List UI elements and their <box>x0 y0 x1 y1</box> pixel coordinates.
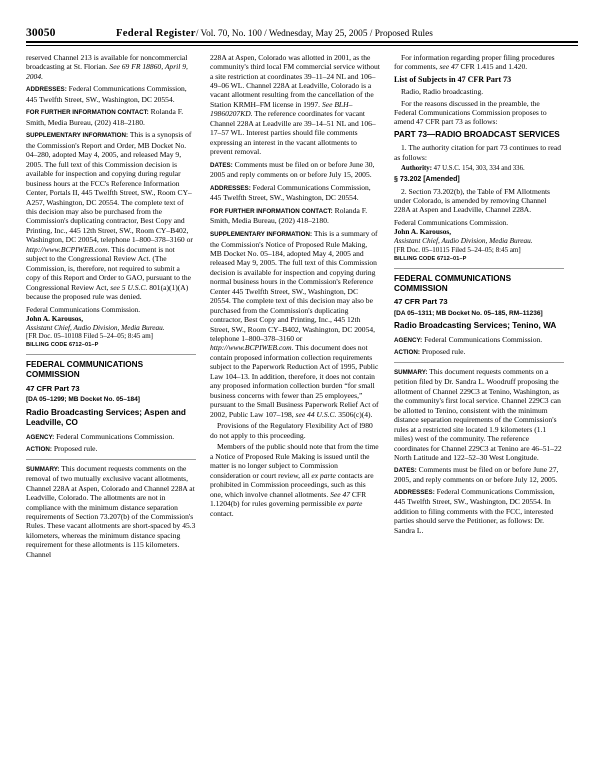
dates-text: Comments must be filed on or before June 30, 2005 and reply comments on or before July 15, 2005. <box>210 159 375 180</box>
summary-block <box>26 464 196 560</box>
agency-text: Federal Communications Commission. <box>56 431 175 441</box>
cfr-part-heading: 47 CFR Part 73 <box>26 383 80 393</box>
contact-label: FOR FURTHER INFORMATION CONTACT: <box>210 207 333 215</box>
dates-block <box>210 160 380 180</box>
fr-doc-line: [FR Doc. 05–10108 Filed 5–24–05; 8:45 am] <box>26 332 153 341</box>
billing-code: BILLING CODE 6712–01–P <box>26 342 99 349</box>
addresses-text: Federal Communications Commission, 445 Twelfth Street, SW., Washington, DC 20554. <box>26 84 187 104</box>
rule-subject-heading: Radio Broadcasting Services; Aspen and Leadville, CO <box>26 408 186 428</box>
contact-block <box>26 107 196 127</box>
dates-text: Comments must be filed on or before June 27, 2005, and reply comments on or before July 12, 2005. <box>394 464 559 485</box>
agency-block <box>26 432 196 442</box>
agency-block <box>394 335 564 345</box>
contact-text: Rolanda F. Smith, Media Bureau, (202) 418–2180. <box>26 107 184 127</box>
authority-text: 47 U.S.C. 154, 303, 334 and 336. <box>433 164 525 172</box>
agency-heading: FEDERAL COMMUNICATIONS COMMISSION <box>394 273 512 293</box>
filing-procedures-paragraph: For information regarding proper filing procedures for comments, see 47 CFR 1.415 and 1.420. <box>394 52 555 72</box>
supplementary-information-block <box>26 130 196 301</box>
dates-label: DATES: <box>394 466 417 474</box>
addresses-label: ADDRESSES: <box>210 184 251 192</box>
running-head <box>26 26 578 40</box>
action-block <box>26 444 196 454</box>
docket-number: [DA 05–1311; MB Docket No. 05–185, RM–11236] <box>394 309 543 317</box>
summary-text: This document requests comments on a petition filed by Dr. Sandra L. Woodruff proposing the allotment of Channel 229C3 at Tenino, Washington, as the community's first local service. Channel 229C3 can be allotted to Tenino, consistent with the minimum distance separation requirements of the Commission's rules at a restricted site located 1.9 kilometers (1.1 miles) west of the community. The reference coordinates for Channel 229C3 at Tenino are 46–51–22 North Latitude and 122–52–30 West Longitude. <box>394 366 562 463</box>
ex-parte-paragraph: Members of the public should note that from the time a Notice of Proposed Rule Making is issued until the matter is no longer subject to Commission consideration or court review, all ex parte contacts are prohibited in Commission proceedings, such as this one, which involve channel allotments. See 47 CFR 1.1204(b) for rules governing permissible ex parte contact. <box>210 442 379 518</box>
authority-citation-paragraph: 1. The authority citation for part 73 continues to read as follows: <box>394 143 561 162</box>
three-column-body <box>26 53 578 765</box>
action-label: ACTION: <box>394 349 420 357</box>
summary-label: SUMMARY: <box>394 368 428 376</box>
section-amended-heading: § 73.202 [Amended] <box>394 176 460 184</box>
fr-doc-line: [FR Doc. 05–10115 Filed 5–24–05; 8:45 am] <box>394 245 521 254</box>
contact-label: FOR FURTHER INFORMATION CONTACT: <box>26 109 149 117</box>
amendment-paragraph: 2. Section 73.202(b), the Table of FM Allotments under Colorado, is amended by removing Channel 228A at Aspen and Leadville, Channel 228A. <box>394 186 550 215</box>
billing-code: BILLING CODE 6712–01–P <box>394 255 467 262</box>
rule-subject-heading: Radio Broadcasting Services; Tenino, WA <box>394 321 557 331</box>
citation-detail: / Vol. 70, No. 100 / Wednesday, May 25, 2005 / Proposed Rules <box>195 29 433 39</box>
column-3 <box>394 53 564 765</box>
signature-agency: Federal Communications Commission. <box>394 218 509 228</box>
signature-agency: Federal Communications Commission. <box>26 304 141 314</box>
addresses-label: ADDRESSES: <box>26 86 67 94</box>
addresses-block <box>394 487 564 535</box>
action-label: ACTION: <box>26 446 52 454</box>
cfr-part-heading: 47 CFR Part 73 <box>394 297 448 307</box>
regulatory-flexibility-paragraph: Provisions of the Regulatory Flexibility Act of l980 do not apply to this proceeding. <box>210 421 373 440</box>
agency-label: AGENCY: <box>26 433 55 441</box>
authority-label: Authority: <box>401 164 432 172</box>
continued-paragraph-text: 228A at Aspen, Colorado was allotted in 2001, as the community's third local FM commercial service without a site restriction at coordinates 39–11–24 NL and 106–49–06 WL. Channel 228A at Leadville, Colorado is a vacant allotment resulting from the cancellation of the Station KRMH–FM license in 1997. See BLH–19860207KD. The reference coordinates for vacant Channel 228A at Leadville are 39–14–51 NL and 106–17–57 WL. Interest parties should file comments expressing an interest in the vacant allotments to prevent removal. <box>210 52 380 157</box>
part-heading: PART 73—RADIO BROADCAST SERVICES <box>394 130 560 140</box>
header-rule <box>26 41 578 46</box>
supplementary-information-label: SUPPLEMENTARY INFORMATION: <box>26 132 129 140</box>
column-1 <box>26 53 196 765</box>
continued-paragraph-text: reserved Channel 213 is available for noncommercial broadcasting at St. Florian. See 69 FR 18860, April 9, 2004. <box>26 52 188 81</box>
column-gutter-1 <box>196 53 210 765</box>
dates-block <box>394 465 564 485</box>
summary-block <box>394 367 564 463</box>
section-divider <box>394 268 564 269</box>
continued-paragraph <box>26 53 196 81</box>
column-gutter-2 <box>380 53 394 765</box>
docket-number: [DA 05–1299; MB Docket No. 05–184] <box>26 396 140 404</box>
running-head-citation <box>116 28 433 39</box>
list-of-subjects-heading: List of Subjects in 47 CFR Part 73 <box>394 74 512 84</box>
list-of-subjects-items: Radio, Radio broadcasting. <box>401 86 484 96</box>
summary-label: SUMMARY: <box>26 465 60 473</box>
supplementary-information-text: This is a synopsis of the Commission's Report and Order, MB Docket No. 04–280, adopted May 4, 2005, and released May 9, 2005. The full text of this Commission decision is available for inspection and copying during regular business hours at the FCC's Reference Information Center, Portals II, 445 Twelfth Street, SW., Room CY–A257, Washington, DC 20554. The complete text of this decision may also be purchased from the Commission's duplicating contractor, Best Copy and Printing, Inc., 445 12th Street, SW., Room CY–B402, Washington, DC 20054, telephone 1–800–378–3160 or http://www.BCPIWEB.com. This document is not subject to the Congressional Review Act. (The Commission, is, therefore, not required to submit a copy of this Report and Order to GAO, pursuant to the Congressional Review Act, see 5 U.S.C. 801(a)(1)(A) because the proposed rule was denied. <box>26 130 193 302</box>
contact-block <box>210 206 380 226</box>
addresses-text: Federal Communications Commission, 445 Twelfth Street, SW., Washington, DC 20554. <box>210 182 371 203</box>
publication-title: Federal Register <box>116 28 196 39</box>
signature-name: John A. Karousos, <box>26 313 84 323</box>
addresses-text: Federal Communications Commission, 445 Twelfth Street, SW., Washington, DC 20554. In addition to filing comments with the FCC, interested parties should serve the Petitioner, as follows: Dr. Sandra L. <box>394 486 555 535</box>
agency-label: AGENCY: <box>394 336 423 344</box>
action-text: Proposed rule. <box>421 347 466 357</box>
preamble-reasons-paragraph: For the reasons discussed in the preamble, the Federal Communications Commission proposes to amend 47 CFR part 73 as follows: <box>394 98 547 127</box>
signature-name: John A. Karousos, <box>394 227 452 237</box>
column-2 <box>210 53 380 765</box>
continued-paragraph <box>210 53 380 157</box>
summary-text: This document requests comments on the removal of two mutually exclusive vacant allotments, Channel 228A at Aspen, Colorado and Channel 228A at Leadville, Colorado. The allotments are not in compliance with the minimum distance separation requirements of Section 73.207(b) of the Commission's Rules. These vacant allotments are short-spaced by 45.3 kilometers, whereas the minimum distance spacing requirement for these allotments is 115 kilometers. Channel <box>26 463 196 559</box>
addresses-block <box>210 183 380 203</box>
signature-title: Assistant Chief, Audio Division, Media Bureau. <box>26 323 165 333</box>
page-number: 30050 <box>26 26 56 39</box>
signature-title: Assistant Chief, Audio Division, Media Bureau. <box>394 236 533 246</box>
addresses-block <box>26 84 196 104</box>
supplementary-information-label: SUPPLEMENTARY INFORMATION: <box>210 231 313 239</box>
action-block <box>394 347 564 357</box>
addresses-label: ADDRESSES: <box>394 488 435 496</box>
agency-text: Federal Communications Commission. <box>424 334 543 344</box>
action-text: Proposed rule. <box>53 444 98 454</box>
summary-divider <box>26 459 196 460</box>
summary-divider <box>394 362 564 363</box>
agency-heading: FEDERAL COMMUNICATIONS COMMISSION <box>26 360 144 380</box>
section-divider <box>26 354 196 355</box>
supplementary-information-text: This is a summary of the Commission's Notice of Proposed Rule Making, MB Docket No. 05–184, adopted May 4, 2005 and released May 9, 2005. The full text of this Commission decision is available for inspection and copying during normal business hours in the Commission's Reference Center 445 Twelfth Street, SW., Washington, DC 20554. The complete text of this decision may also be purchased from the Commission's duplicating contractor, Best Copy and Printing, Inc., 445 12th Street, SW., Room CY–B402, Washington, DC 20054, telephone 1–800–378–3160 or http://www.BCPIWEB.com. This document does not contain proposed information collection requirements subject to the Paperwork Reduction Act of 1995, Public Law 104–13. In addition, therefore, it does not contain any proposed information collection burden “for small business concerns with fewer than 25 employees,” pursuant to the Small Business Paperwork Relief Act of 2002, Public Law 107–198, see 44 U.S.C. 3506(c)(4). <box>210 229 379 419</box>
authority-block <box>394 165 564 174</box>
supplementary-information-block <box>210 229 380 419</box>
contact-text: Rolanda F. Smith, Media Bureau, (202) 418–2180. <box>210 205 368 226</box>
dates-label: DATES: <box>210 161 233 169</box>
